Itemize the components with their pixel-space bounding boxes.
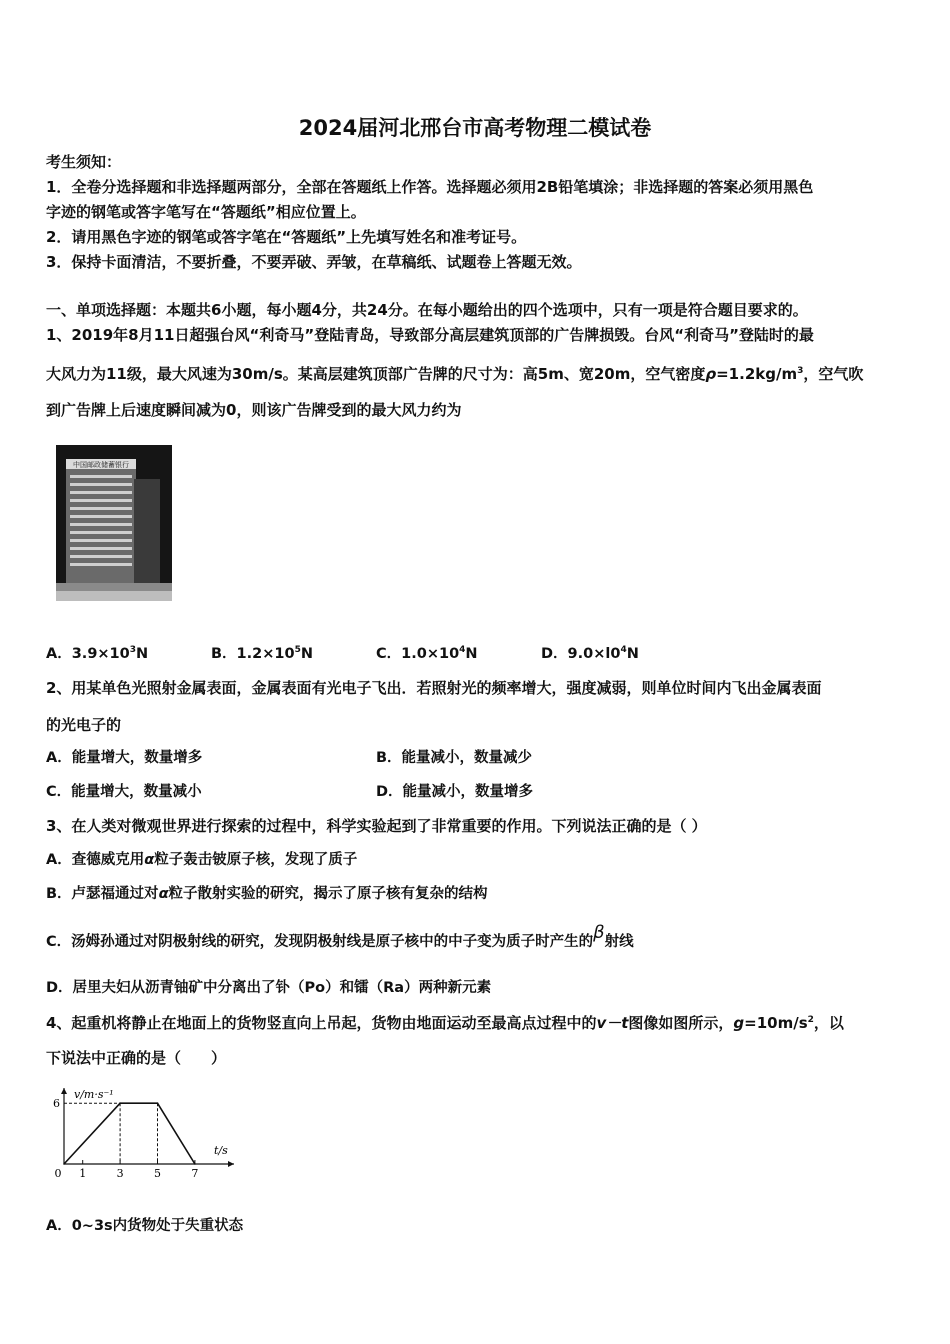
page-title: 2024届河北邢台市高考物理二模试卷	[298, 116, 652, 140]
q4-line-1: 4、起重机将静止在地面上的货物竖直向上吊起，货物由地面运动至最高点过程中的v－t图像如图所示，$g=10m/s^2$，以	[46, 1014, 844, 1032]
q2-option-c[interactable]: C．能量增大，数量减小	[46, 784, 202, 800]
q1-line-2: 大风力为11级，最大风速为30m/s。某高层建筑顶部广告牌的尺寸为：高5m、宽20m，空气密度$\rho=1.2kg/m^3$，空气吹	[46, 365, 864, 383]
q3-line-1: 3、在人类对微观世界进行探索的过程中，科学实验起到了非常重要的作用。下列说法正确的是（ ）	[46, 817, 707, 835]
building-sign: 中国邮政储蓄银行	[73, 461, 129, 469]
data-point	[119, 1102, 121, 1104]
x-tick-label: 5	[154, 1167, 161, 1180]
q1-line-1: 1、2019年8月11日超强台风“利奇马”登陆青岛，导致部分高层建筑顶部的广告牌损毁。台风“利奇马”登陆时的最	[46, 326, 814, 344]
q4-option-a[interactable]: A．0~3s内货物处于失重状态	[46, 1218, 244, 1234]
x-tick-label: 3	[116, 1167, 124, 1180]
q1-option-d[interactable]: D．$9.0\times l0^4N$	[541, 645, 639, 662]
q2-option-a[interactable]: A．能量增大，数量增多	[46, 750, 203, 766]
data-point	[63, 1163, 65, 1165]
data-point	[157, 1102, 159, 1104]
x-axis-arrow	[228, 1161, 234, 1167]
vt-graph-svg	[44, 1082, 240, 1182]
q1-option-c[interactable]: C．$1.0\times 10^4N$	[376, 645, 478, 662]
rho-symbol: ρ	[705, 365, 717, 383]
x-tick-label: 0	[54, 1167, 62, 1180]
q2-line-2: 的光电子的	[46, 716, 122, 734]
q3-option-a[interactable]: A．查德威克用α粒子轰击铍原子核，发现了质子	[46, 852, 358, 868]
y-axis-label: v/m·s⁻¹	[74, 1088, 114, 1101]
q2-option-d[interactable]: D．能量减小，数量增多	[376, 784, 534, 800]
x-axis-label: t/s	[214, 1144, 228, 1157]
building-photo	[56, 445, 172, 601]
q1-line-3: 到广告牌上后速度瞬间减为0，则该广告牌受到的最大风力约为	[46, 401, 462, 419]
vt-graph	[44, 1082, 240, 1182]
x-tick-label: 1	[79, 1167, 87, 1180]
q1-option-a[interactable]: A．$3.9\times 10^3N$	[46, 645, 149, 662]
q3-option-b[interactable]: B．卢瑟福通过对α粒子散射实验的研究，揭示了原子核有复杂的结构	[46, 886, 488, 902]
q3-option-c[interactable]: C．汤姆孙通过对阴极射线的研究，发现阴极射线是原子核中的中子变为质子时产生的β射线	[46, 922, 634, 950]
q1-option-b[interactable]: B．$1.2\times 10^5N$	[211, 645, 313, 662]
section-heading: 一、单项选择题：本题共6小题，每小题4分，共24分。在每小题给出的四个选项中，只有一项是符合题目要求的。	[46, 301, 808, 319]
q4-line-2: 下说法中正确的是（ ）	[46, 1049, 227, 1067]
y-axis-arrow	[61, 1088, 67, 1094]
notice-item-2: 2．请用黑色字迹的钢笔或答字笔在“答题纸”上先填写姓名和准考证号。	[46, 228, 527, 246]
notice-item-3: 3．保持卡面清洁，不要折叠，不要弄破、弄皱，在草稿纸、试题卷上答题无效。	[46, 253, 582, 271]
notice-item-1-cont: 字迹的钢笔或答字笔写在“答题纸”相应位置上。	[46, 203, 366, 221]
notice-item-1: 1．全卷分选择题和非选择题两部分，全部在答题纸上作答。选择题必须用2B铅笔填涂；非选择题的答案必须用黑色	[46, 178, 814, 196]
q2-option-b[interactable]: B．能量减小，数量减少	[376, 750, 533, 766]
notice-heading: 考生须知：	[46, 153, 122, 171]
data-point	[194, 1163, 196, 1165]
y-tick-label: 6	[53, 1097, 60, 1111]
velocity-line	[64, 1103, 195, 1164]
q2-line-1: 2、用某单色光照射金属表面，金属表面有光电子飞出．若照射光的频率增大，强度减弱，则单位时间内飞出金属表面	[46, 679, 822, 697]
x-tick-label: 7	[191, 1167, 199, 1180]
q3-option-d[interactable]: D．居里夫妇从沥青铀矿中分离出了钋（Po）和镭（Ra）两种新元素	[46, 980, 492, 996]
